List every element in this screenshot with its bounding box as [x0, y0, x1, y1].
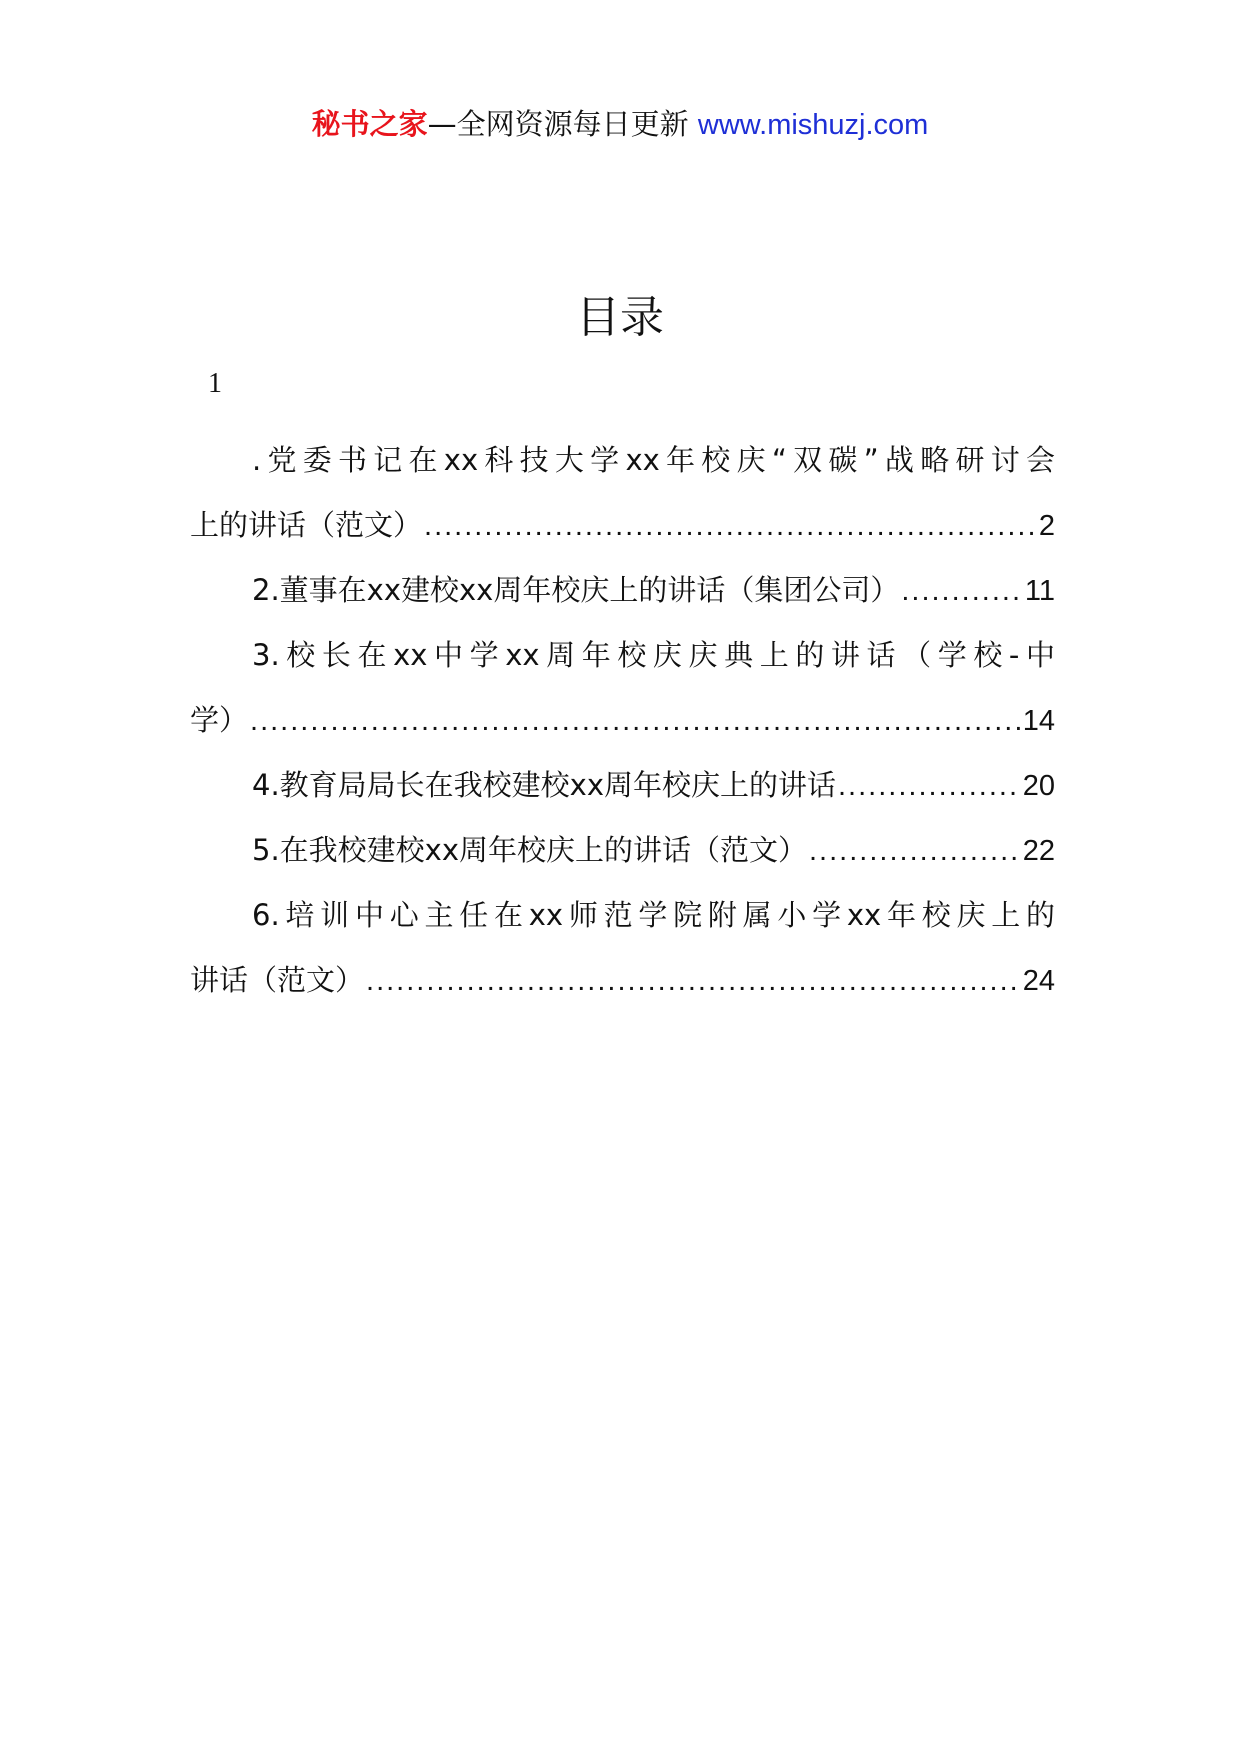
toc-entry-5-title: 5.在我校建校xx周年校庆上的讲话（范文）: [252, 833, 807, 867]
toc-list: [190, 428, 1055, 1013]
toc-leader-dots: [366, 949, 1021, 1014]
toc-leader-dots: [838, 754, 1021, 819]
toc-leader-dots: [250, 689, 1021, 754]
toc-entry-3-page: 14: [1022, 705, 1055, 737]
site-brand: 秘书之家: [311, 107, 428, 141]
toc-entry-2[interactable]: [190, 558, 1055, 623]
toc-entry-6-title-cont: 讲话（范文）: [190, 963, 365, 997]
toc-entry-3-line-2[interactable]: [190, 688, 1055, 753]
toc-entry-2-title: 2.董事在xx建校xx周年校庆上的讲话（集团公司）: [252, 573, 900, 607]
toc-entry-1-page: 2: [1038, 510, 1055, 542]
toc-entry-3-title-cont: 学）: [190, 703, 249, 737]
toc-entry-3-title: 3.校长在xx中学xx周年校庆庆典上的讲话（学校-中: [252, 638, 1055, 672]
toc-leader-dots: [901, 559, 1023, 624]
toc-entry-2-page: 11: [1024, 575, 1055, 607]
toc-entry-4-title: 4.教育局局长在我校建校xx周年校庆上的讲话: [252, 768, 836, 802]
toc-entry-1-title: .党委书记在xx科技大学xx年校庆“双碳”战略研讨会: [252, 443, 1055, 477]
toc-leader-dots: [809, 819, 1021, 884]
toc-entry-3-line-1[interactable]: [190, 623, 1055, 688]
toc-title: 目录: [576, 292, 664, 343]
toc-entry-1-line-2[interactable]: [190, 493, 1055, 558]
toc-entry-5[interactable]: [190, 818, 1055, 883]
site-url-link[interactable]: www.mishuzj.com: [697, 109, 929, 141]
toc-entry-6-page: 24: [1022, 965, 1055, 997]
site-tagline: —全网资源每日更新: [427, 107, 689, 141]
toc-leader-dots: [424, 494, 1037, 559]
site-header: [0, 100, 1240, 149]
toc-page-number: 1: [208, 368, 222, 399]
toc-entry-4[interactable]: [190, 753, 1055, 818]
toc-entry-6-line-1[interactable]: [190, 883, 1055, 948]
toc-entry-5-page: 22: [1022, 835, 1055, 867]
toc-entry-6-title: 6.培训中心主任在xx师范学院附属小学xx年校庆上的: [252, 898, 1055, 932]
toc-entry-6-line-2[interactable]: [190, 948, 1055, 1013]
toc-entry-4-page: 20: [1022, 770, 1055, 802]
toc-entry-1-title-cont: 上的讲话（范文）: [190, 508, 423, 542]
toc-entry-1-line-1[interactable]: [190, 428, 1055, 493]
